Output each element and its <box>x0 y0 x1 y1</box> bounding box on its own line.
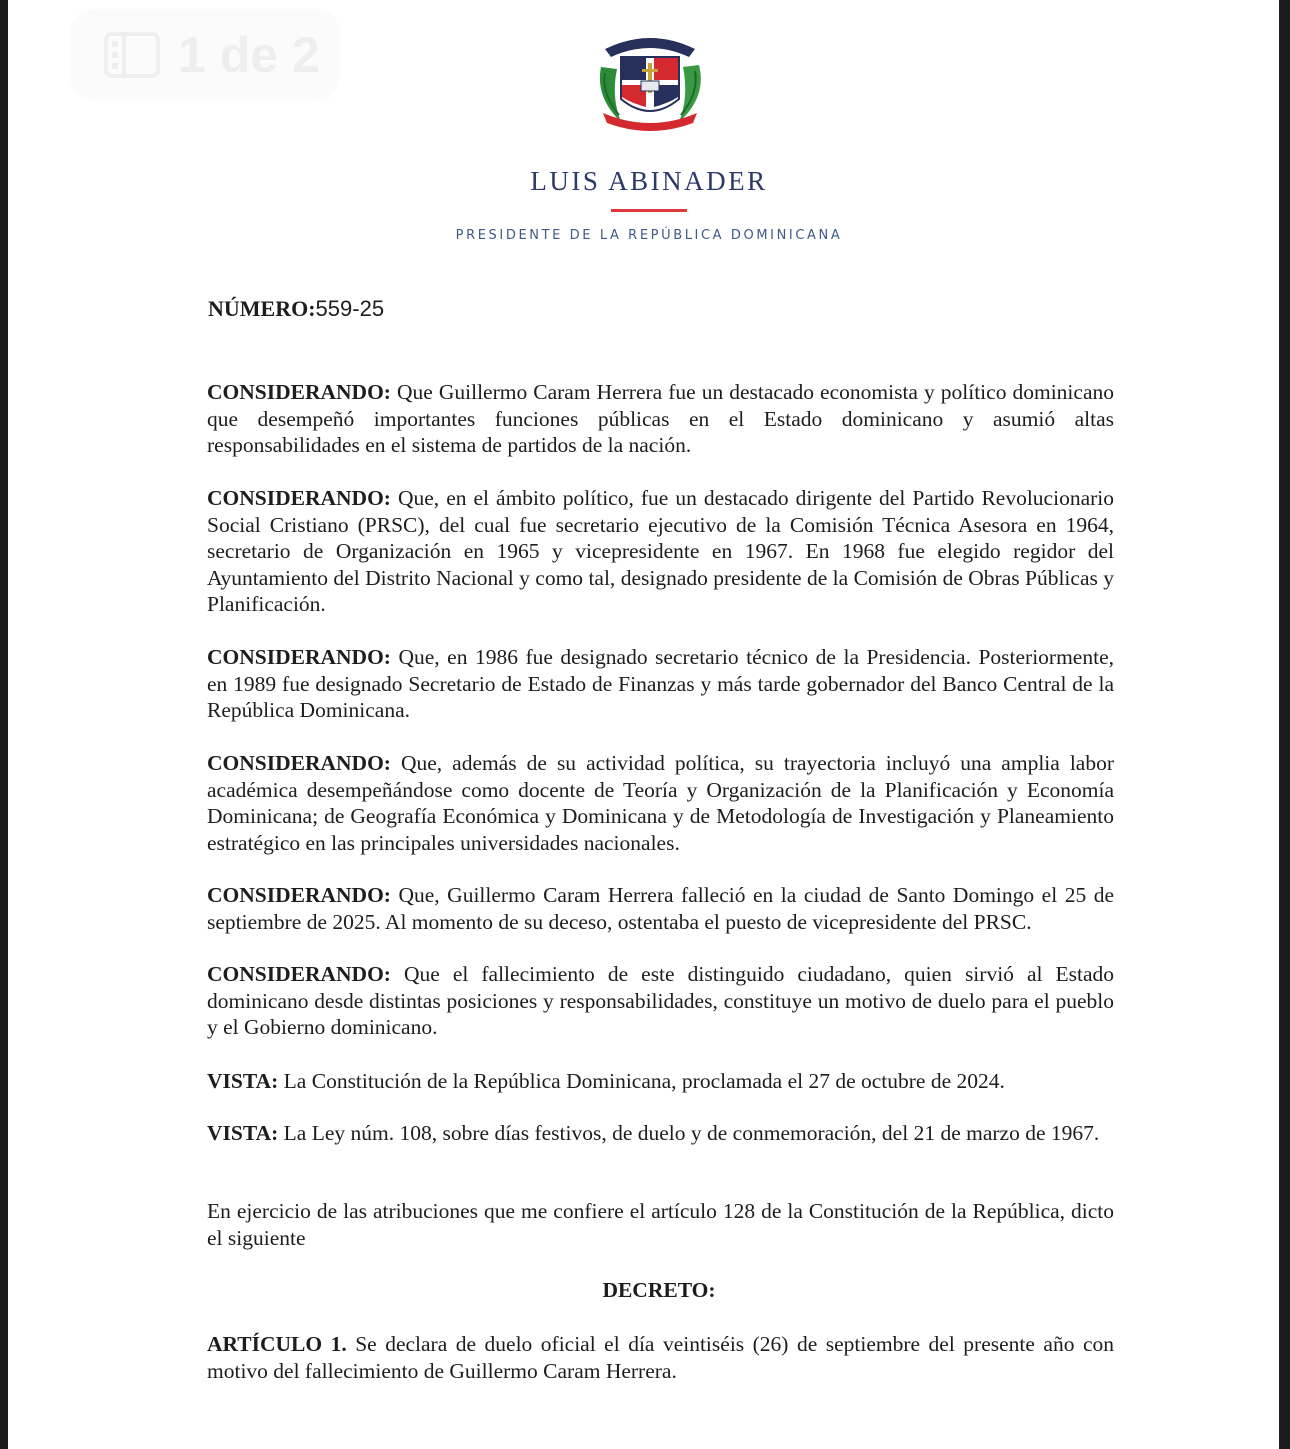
decree-number <box>208 296 384 322</box>
paragraph-text: Que, en el ámbito político, fue un destacado dirigente del Partido Revolucionario Social Cristiano (PRSC), del cual fue secretario ejecutivo de la Comisión Técnica Asesora en 1964, secretario de Organización en 1965 y vicepresidente en 1967. En 1968 fue elegido regidor del Ayuntamiento del Distrito Nacional y como tal, designado presidente de la Comisión de Obras Públicas y Planificación. <box>207 486 1114 616</box>
paragraph-text: Que, en 1986 fue designado secretario técnico de la Presidencia. Posteriormente, en 1989 fue designado Secretario de Estado de Finanzas y más tarde gobernador del Banco Central de la República Dominicana. <box>207 645 1114 722</box>
decree-number-label: NÚMERO: <box>208 296 316 321</box>
paragraph-text: Que Guillermo Caram Herrera fue un destacado economista y político dominicano que desempeñó importantes funciones públicas en el Estado dominicano y asumió altas responsabilidades en el sistema de partidos de la nación. <box>207 380 1114 457</box>
paragraph-label: CONSIDERANDO: <box>207 645 391 669</box>
paragraph-label: CONSIDERANDO: <box>207 751 391 775</box>
paragraph-text: Que, además de su actividad política, su trayectoria incluyó una amplia labor académica desempeñándose como docente de Teoría y Organización de la Planificación y Economía Dominicana; de Geografía Económica y Dominicana y de Metodología de Investigación y Planeamiento estratégico en las principales universidades nacionales. <box>207 751 1114 855</box>
decree-heading: DECRETO: <box>602 1278 716 1302</box>
article-paragraph <box>207 1331 1114 1384</box>
considerando-paragraph <box>207 750 1114 856</box>
vista-paragraph <box>207 1068 1114 1095</box>
coat-of-arms-icon <box>591 27 709 135</box>
president-title: PRESIDENTE DE LA REPÚBLICA DOMINICANA <box>455 228 843 243</box>
paragraph-text: La Ley núm. 108, sobre días festivos, de duelo y de conmemoración, del 21 de marzo de 1967. <box>278 1121 1100 1145</box>
paragraph-label: CONSIDERANDO: <box>207 883 391 907</box>
page-count: 1 de 2 <box>178 27 320 83</box>
considerando-paragraph <box>207 882 1114 935</box>
considerando-paragraph <box>207 644 1114 724</box>
sidebar-thumbnails-icon <box>104 32 160 78</box>
page-indicator[interactable] <box>70 9 340 101</box>
divider <box>611 209 687 212</box>
paragraph-label: CONSIDERANDO: <box>207 380 391 404</box>
paragraph-text: Que, Guillermo Caram Herrera falleció en la ciudad de Santo Domingo el 25 de septiembre de 2025. Al momento de su deceso, ostentaba el puesto de vicepresidente del PRSC. <box>207 883 1114 934</box>
article-label: ARTÍCULO 1. <box>207 1332 347 1356</box>
paragraph-text: La Constitución de la República Dominicana, proclamada el 27 de octubre de 2024. <box>278 1069 1005 1093</box>
enacting-paragraph <box>207 1198 1114 1251</box>
decree-number-value: 559-25 <box>315 296 385 321</box>
paragraph-label: CONSIDERANDO: <box>207 962 391 986</box>
paragraph-label: VISTA: <box>207 1069 279 1093</box>
considerando-paragraph <box>207 485 1114 618</box>
paragraph-label: VISTA: <box>207 1121 279 1145</box>
paragraph-label: CONSIDERANDO: <box>207 486 391 510</box>
document-page <box>8 0 1279 1449</box>
considerando-paragraph <box>207 379 1114 459</box>
article-text: Se declara de duelo oficial el día veintiséis (26) de septiembre del presente año con motivo del fallecimiento de Guillermo Caram Herrera. <box>207 1332 1114 1383</box>
paragraph-text: En ejercicio de las atribuciones que me confiere el artículo 128 de la Constitución de la República, dicto el siguiente <box>207 1199 1114 1250</box>
president-name: LUIS ABINADER <box>530 166 768 196</box>
paragraph-text: Que el fallecimiento de este distinguido ciudadano, quien sirvió al Estado dominicano desde distintas posiciones y responsabilidades, constituye un motivo de duelo para el pueblo y el Gobierno dominicano. <box>207 962 1114 1039</box>
considerando-paragraph <box>207 961 1114 1041</box>
vista-paragraph <box>207 1120 1114 1147</box>
